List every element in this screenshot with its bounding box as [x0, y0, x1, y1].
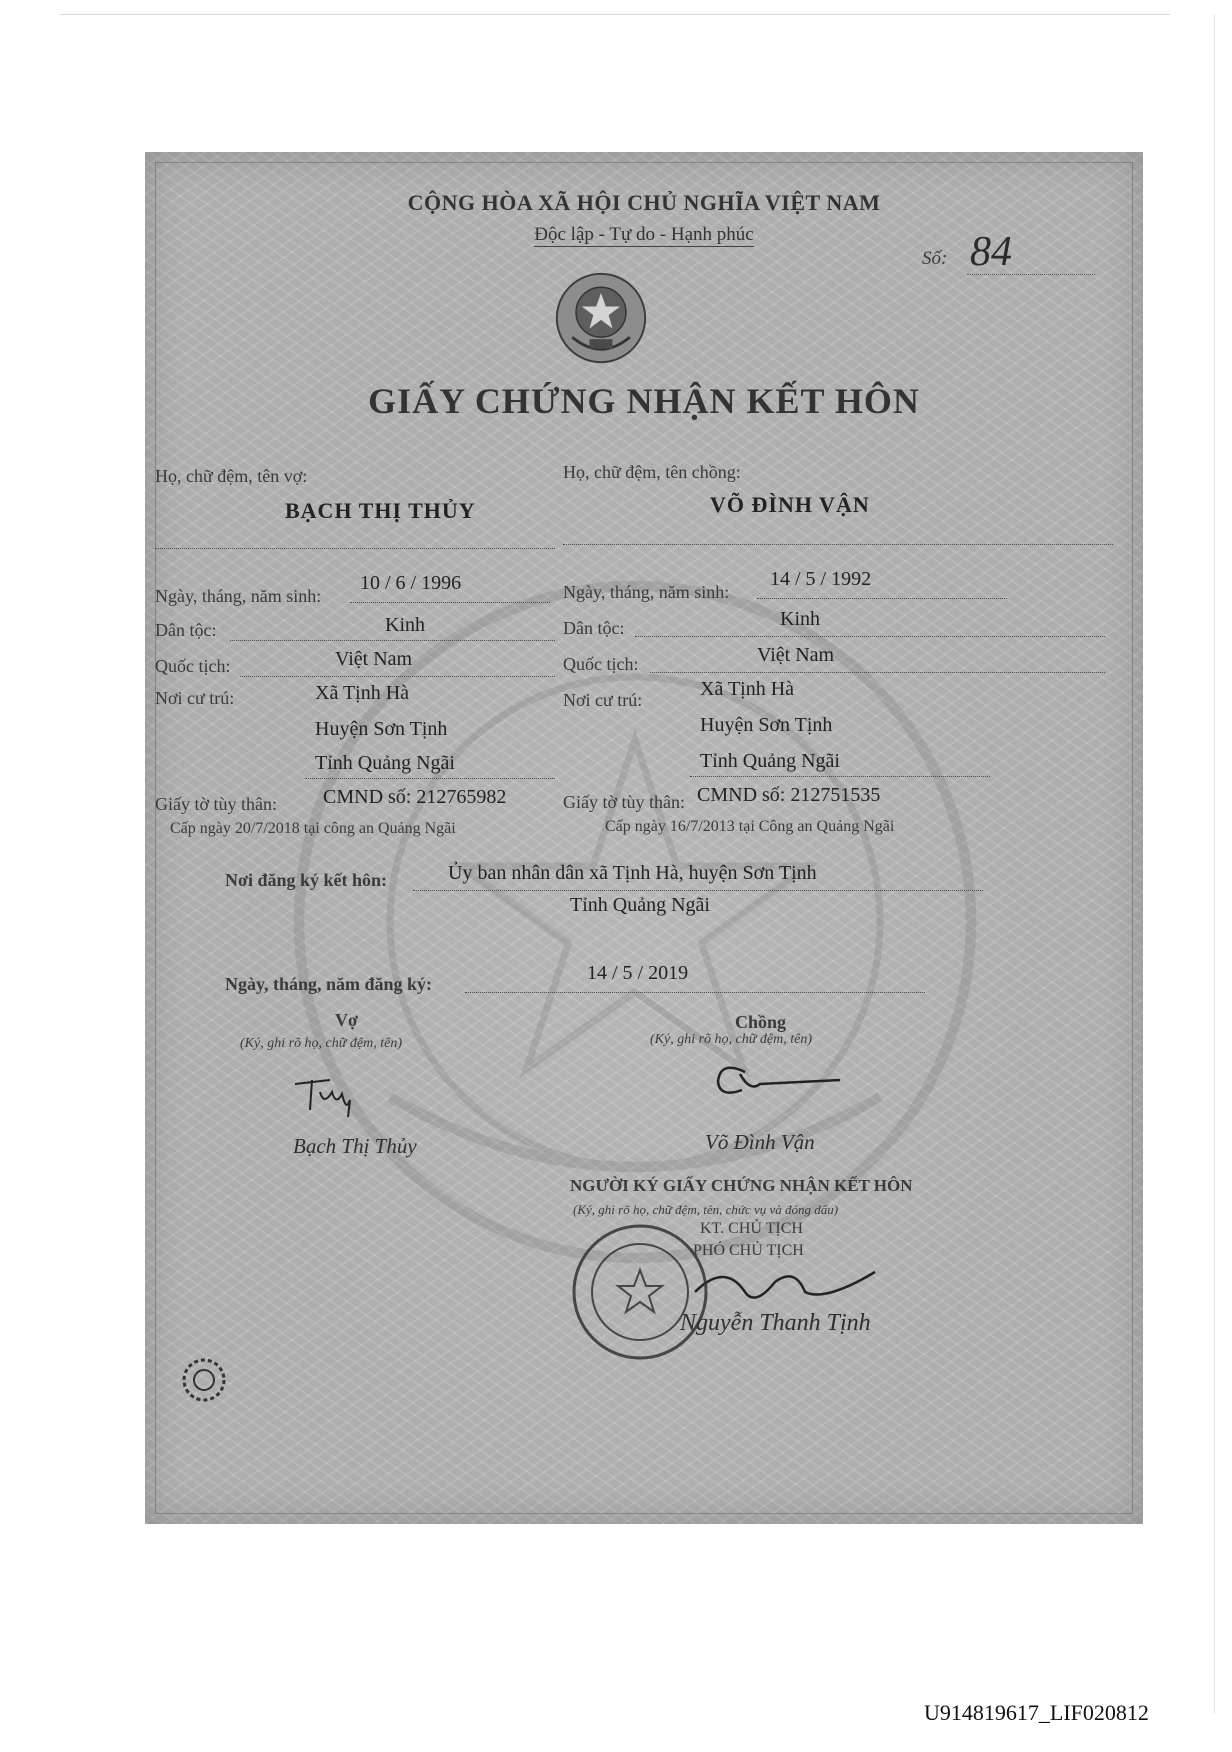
- wife-dob-label: Ngày, tháng, năm sinh:: [155, 586, 322, 606]
- number-value: 84: [970, 229, 1012, 275]
- husband-dob-line: [757, 598, 1007, 599]
- official-printed-name: Nguyễn Thanh Tịnh: [680, 1310, 871, 1336]
- national-emblem-icon: [553, 270, 649, 366]
- certificate-title: GIẤY CHỨNG NHẬN KẾT HÔN: [368, 381, 920, 421]
- wife-residence-3: Tỉnh Quảng Ngãi: [315, 752, 455, 774]
- husband-residence-label: Nơi cư trú:: [563, 690, 643, 710]
- husband-printed-name: Võ Đình Vận: [705, 1130, 815, 1154]
- husband-nationality-label: Quốc tịch:: [563, 654, 639, 674]
- wife-nationality-line: [240, 676, 555, 677]
- husband-name: VÕ ĐÌNH VẬN: [710, 492, 870, 517]
- husband-ethnicity-label: Dân tộc:: [563, 618, 625, 638]
- wife-dob-line: [350, 602, 550, 603]
- registration-place-line-1: [413, 890, 983, 891]
- wife-printed-name: Bạch Thị Thủy: [293, 1134, 417, 1158]
- wife-id-issue: Cấp ngày 20/7/2018 tại công an Quảng Ngãi: [170, 820, 456, 837]
- husband-residence-1: Xã Tịnh Hà: [700, 678, 795, 700]
- registration-place-2: Tỉnh Quảng Ngãi: [570, 894, 710, 916]
- wife-nationality-label: Quốc tịch:: [155, 656, 231, 676]
- marriage-certificate: [145, 152, 1143, 1524]
- country-heading: CỘNG HÒA XÃ HỘI CHỦ NGHĨA VIỆT NAM: [407, 190, 881, 215]
- husband-ethnicity: Kinh: [780, 608, 820, 630]
- husband-id-label: Giấy tờ tùy thân:: [563, 792, 686, 812]
- wife-ethnicity: Kinh: [385, 614, 425, 636]
- registration-date-line: [465, 992, 925, 993]
- scan-edge-top: [60, 14, 1170, 15]
- wife-residence-label: Nơi cư trú:: [155, 688, 235, 708]
- husband-nationality-line: [650, 672, 1105, 673]
- number-dotted-line: [967, 274, 1095, 275]
- registration-place-label: Nơi đăng ký kết hôn:: [225, 870, 388, 890]
- husband-name-underline: [563, 544, 1113, 545]
- wife-id: CMND số: 212765982: [323, 786, 507, 808]
- husband-id-issue: Cấp ngày 16/7/2013 tại Công an Quảng Ngãi: [605, 818, 895, 835]
- husband-dob: 14 / 5 / 1992: [770, 568, 872, 590]
- husband-id: CMND số: 212751535: [697, 784, 881, 806]
- husband-ethnicity-line: [635, 636, 1105, 637]
- wife-id-label: Giấy tờ tùy thân:: [155, 794, 278, 814]
- registration-date: 14 / 5 / 2019: [587, 962, 689, 984]
- official-role-1: KT. CHỦ TỊCH: [700, 1220, 803, 1237]
- wife-name-underline: [155, 548, 555, 549]
- husband-signature-image: [710, 1052, 850, 1102]
- husband-residence-line: [690, 776, 990, 777]
- wife-ethnicity-label: Dân tộc:: [155, 620, 217, 640]
- motto: Độc lập - Tự do - Hạnh phúc: [534, 224, 754, 245]
- wife-ethnicity-line: [230, 640, 555, 641]
- wife-name: BẠCH THỊ THỦY: [285, 498, 476, 523]
- number-label: Số:: [922, 248, 948, 269]
- official-role-2: PHÓ CHỦ TỊCH: [693, 1242, 804, 1259]
- official-title: NGƯỜI KÝ GIẤY CHỨNG NHẬN KẾT HÔN: [570, 1176, 913, 1195]
- scan-edge-right: [1214, 14, 1215, 1714]
- wife-residence-1: Xã Tịnh Hà: [315, 682, 410, 704]
- registration-place-1: Ủy ban nhân dân xã Tịnh Hà, huyện Sơn Tịnh: [448, 862, 817, 884]
- wife-signature-label: Vợ: [335, 1010, 358, 1030]
- emblem-watermark-icon: [285, 572, 985, 1272]
- document-id: U914819617_LIF020812: [924, 1700, 1149, 1725]
- wife-name-label: Họ, chữ đệm, tên vợ:: [155, 466, 308, 486]
- wife-signature-image: [290, 1062, 380, 1122]
- wife-residence-line: [305, 778, 555, 779]
- wife-residence-2: Huyện Sơn Tịnh: [315, 718, 448, 740]
- official-seal-stamp: [570, 1222, 710, 1362]
- husband-sign-hint: (Ký, ghi rõ họ, chữ đệm, tên): [650, 1032, 812, 1047]
- wife-sign-hint: (Ký, ghi rõ họ, chữ đệm, tên): [240, 1036, 402, 1051]
- husband-residence-3: Tỉnh Quảng Ngãi: [700, 750, 840, 772]
- husband-residence-2: Huyện Sơn Tịnh: [700, 714, 833, 736]
- husband-nationality: Việt Nam: [757, 644, 835, 666]
- husband-signature-label: Chồng: [735, 1012, 787, 1032]
- official-hint: (Ký, ghi rõ họ, chữ đệm, tên, chức vụ và đóng dấu): [573, 1202, 839, 1217]
- registration-date-label: Ngày, tháng, năm đăng ký:: [225, 974, 433, 994]
- small-round-seal-icon: [181, 1357, 227, 1403]
- wife-dob: 10 / 6 / 1996: [360, 572, 462, 594]
- husband-name-label: Họ, chữ đệm, tên chồng:: [563, 462, 741, 482]
- wife-nationality: Việt Nam: [335, 648, 413, 670]
- husband-dob-label: Ngày, tháng, năm sinh:: [563, 582, 730, 602]
